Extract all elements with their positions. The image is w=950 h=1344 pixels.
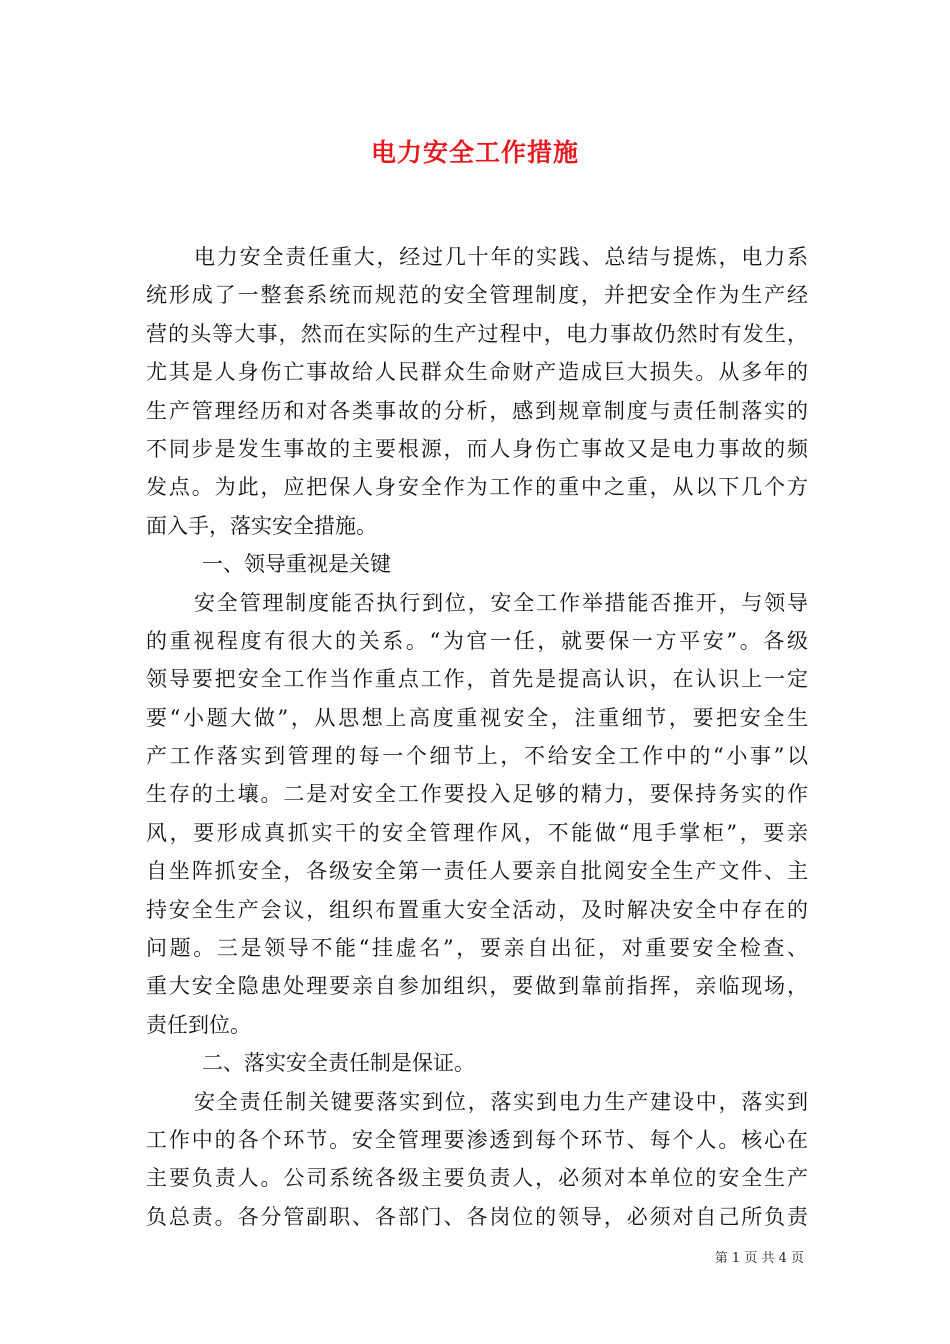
paragraph-line: 尤其是人身伤亡事故给人民群众生命财产造成巨大损失。从多年的 bbox=[146, 360, 808, 385]
paragraph-line: 主要负责人。公司系统各级主要负责人，必须对本单位的安全生产 bbox=[146, 1166, 808, 1191]
paragraph-line: 责任到位。 bbox=[146, 1012, 251, 1037]
paragraph-line: 自坐阵抓安全，各级安全第一责任人要亲自批阅安全生产文件、主 bbox=[146, 859, 808, 884]
document-title: 电力安全工作措施 bbox=[370, 138, 579, 167]
paragraph-line: 生产管理经历和对各类事故的分析，感到规章制度与责任制落实的 bbox=[146, 398, 808, 423]
paragraph-line: 要“小题大做”，从思想上高度重视安全，注重细节，要把安全生 bbox=[146, 705, 808, 730]
paragraph-line: 不同步是发生事故的主要根源，而人身伤亡事故又是电力事故的频 bbox=[146, 436, 808, 461]
paragraph-line: 的重视程度有很大的关系。“为官一任，就要保一方平安”。各级 bbox=[146, 628, 808, 653]
paragraph-line: 工作中的各个环节。安全管理要渗透到每个环节、每个人。核心在 bbox=[146, 1127, 808, 1152]
paragraph-line: 营的头等大事，然而在实际的生产过程中，电力事故仍然时有发生， bbox=[146, 321, 808, 346]
paragraph-line: 产工作落实到管理的每一个细节上，不给安全工作中的“小事”以 bbox=[146, 744, 808, 769]
paragraph-line: 发点。为此，应把保人身安全作为工作的重中之重，从以下几个方 bbox=[146, 475, 808, 500]
section-heading: 二、落实安全责任制是保证。 bbox=[202, 1051, 475, 1076]
paragraph-line: 问题。三是领导不能“挂虚名”，要亲自出征，对重要安全检查、 bbox=[146, 936, 808, 961]
page-number: 第 1 页 共 4 页 bbox=[714, 1251, 804, 1266]
paragraph-line: 负总责。各分管副职、各部门、各岗位的领导，必须对自己所负责 bbox=[146, 1204, 808, 1229]
paragraph-line: 安全管理制度能否执行到位，安全工作举措能否推开，与领导 bbox=[194, 590, 808, 615]
document-body bbox=[146, 238, 808, 1236]
paragraph-line: 安全责任制关键要落实到位，落实到电力生产建设中，落实到 bbox=[194, 1089, 808, 1114]
paragraph-line: 风，要形成真抓实干的安全管理作风，不能做“甩手掌柜”，要亲 bbox=[146, 820, 808, 845]
paragraph-line: 生存的土壤。二是对安全工作要投入足够的精力，要保持务实的作 bbox=[146, 782, 808, 807]
paragraph-line: 重大安全隐患处理要亲自参加组织，要做到靠前指挥，亲临现场， bbox=[146, 974, 808, 999]
paragraph-line: 持安全生产会议，组织布置重大安全活动，及时解决安全中存在的 bbox=[146, 897, 808, 922]
paragraph-line: 电力安全责任重大，经过几十年的实践、总结与提炼，电力系 bbox=[194, 245, 808, 269]
paragraph-line: 面入手，落实安全措施。 bbox=[146, 513, 377, 538]
paragraph-line: 统形成了一整套系统而规范的安全管理制度，并把安全作为生产经 bbox=[146, 283, 808, 308]
section-heading: 一、领导重视是关键 bbox=[202, 552, 391, 577]
paragraph-line: 领导要把安全工作当作重点工作，首先是提高认识，在认识上一定 bbox=[146, 667, 808, 692]
